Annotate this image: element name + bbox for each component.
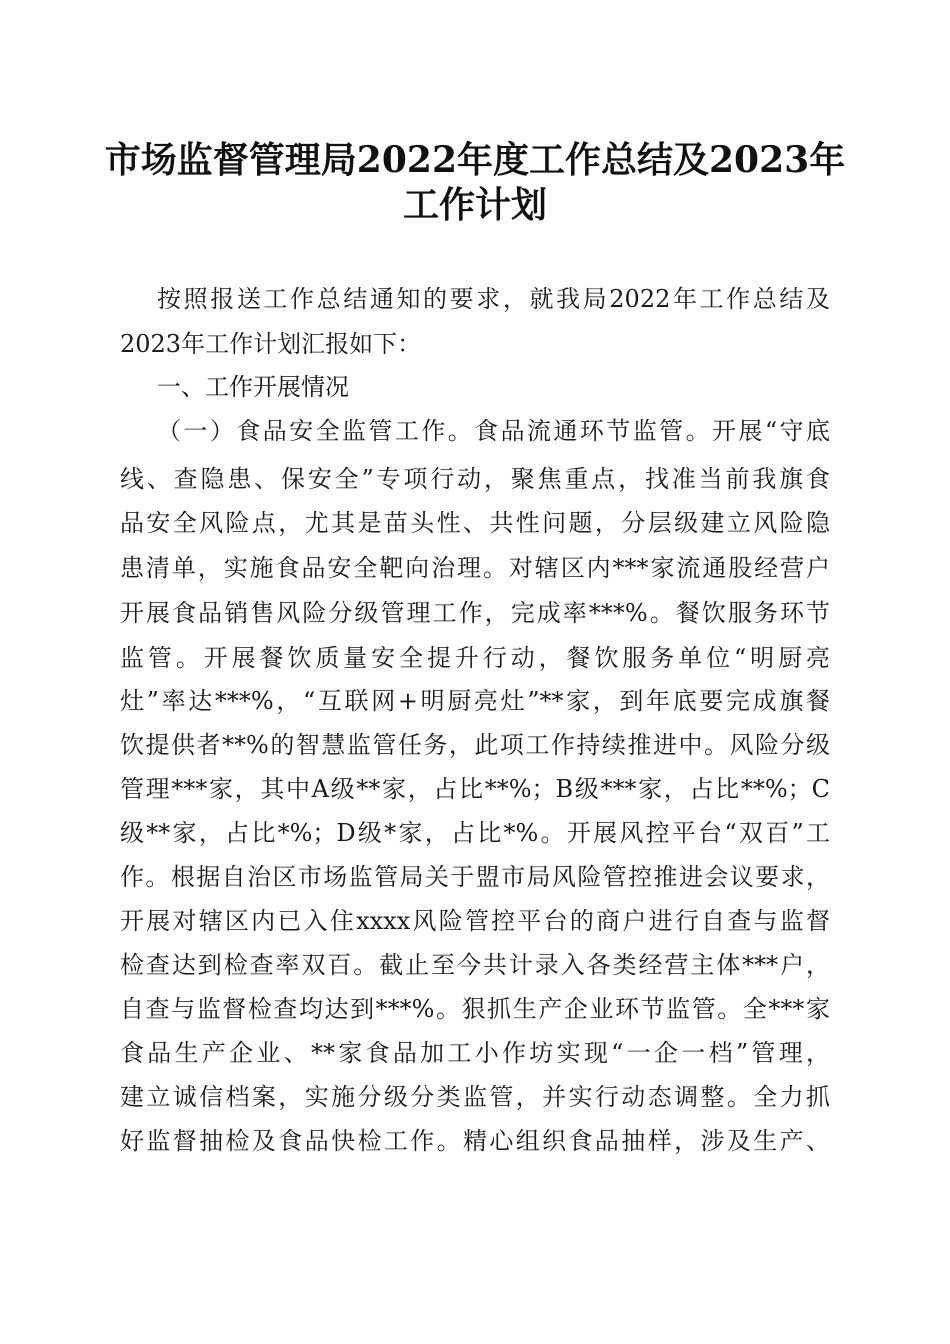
section-heading: 一、工作开展情况 bbox=[157, 373, 349, 401]
paragraph-line: 建立诚信档案，实施分级分类监管，并实行动态调整。全力抓 bbox=[120, 1083, 830, 1111]
paragraph-line: 监管。开展餐饮质量安全提升行动，餐饮服务单位“明厨亮 bbox=[120, 644, 830, 672]
paragraph-line: 线、查隐患、保安全”专项行动，聚焦重点，找准当前我旗食 bbox=[120, 465, 830, 493]
paragraph-line: 级**家，占比*%；D级*家，占比*%。开展风控平台“双百”工 bbox=[120, 819, 830, 847]
paragraph-line: 管理***家，其中A级**家，占比**%；B级***家，占比**%；C bbox=[120, 775, 830, 803]
paragraph-line: 检查达到检查率双百。截止至今共计录入各类经营主体***户， bbox=[120, 951, 830, 979]
paragraph-line: 饮提供者**%的智慧监管任务，此项工作持续推进中。风险分级 bbox=[120, 731, 830, 759]
paragraph-line: 品安全风险点，尤其是苗头性、共性问题，分层级建立风险隐 bbox=[120, 509, 830, 537]
paragraph-line: 开展对辖区内已入住xxxx风险管控平台的商户进行自查与监督 bbox=[120, 907, 830, 935]
intro-line-2: 2023年工作计划汇报如下： bbox=[120, 330, 422, 358]
document-title-line-2: 工作计划 bbox=[402, 184, 547, 226]
intro-line-1: 按照报送工作总结通知的要求，就我局2022年工作总结及 bbox=[157, 285, 830, 313]
paragraph-line: 好监督抽检及食品快检工作。精心组织食品抽样，涉及生产、 bbox=[120, 1127, 830, 1155]
paragraph-line: 患清单，实施食品安全靶向治理。对辖区内***家流通股经营户 bbox=[120, 554, 830, 582]
paragraph-line: 灶”率达***%，“互联网+明厨亮灶”**家，到年底要完成旗餐 bbox=[120, 687, 830, 715]
paragraph-line: 作。根据自治区市场监管局关于盟市局风险管控推进会议要求， bbox=[120, 863, 830, 891]
paragraph-line: 食品生产企业、**家食品加工小作坊实现“一企一档”管理， bbox=[120, 1039, 830, 1067]
document-title-line-1: 市场监督管理局2022年度工作总结及2023年 bbox=[104, 139, 846, 181]
paragraph-line: 自查与监督检查均达到***%。狠抓生产企业环节监管。全***家 bbox=[120, 995, 830, 1023]
paragraph-line: （一）食品安全监管工作。食品流通环节监管。开展“守底 bbox=[157, 417, 830, 445]
paragraph-line: 开展食品销售风险分级管理工作，完成率***%。餐饮服务环节 bbox=[120, 599, 830, 627]
